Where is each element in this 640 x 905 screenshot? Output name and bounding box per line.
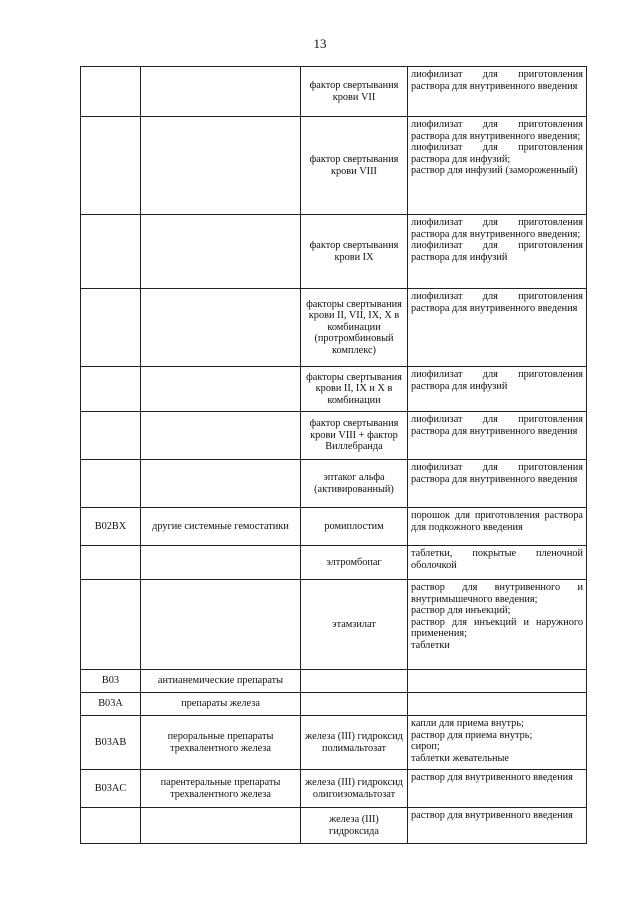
atc-code-cell xyxy=(81,289,141,367)
drug-table xyxy=(80,66,587,844)
table-row xyxy=(81,580,587,670)
atc-code-cell xyxy=(81,808,141,844)
dosage-form-item: раствор для инфузий (замороженный) xyxy=(411,165,578,177)
atc-code-cell xyxy=(81,367,141,412)
drug-name-cell xyxy=(301,670,408,693)
dosage-form-cell xyxy=(408,546,587,580)
dosage-form-item: таблетки xyxy=(411,639,450,651)
drug-name-cell: элтромбопаг xyxy=(301,546,408,580)
dosage-form-item: раствор для инъекций и наружного применения; xyxy=(411,616,583,640)
group-name-cell xyxy=(141,460,301,508)
dosage-form-item: лиофилизат для приготовления раствора для инфузий; xyxy=(411,142,583,165)
drug-name-cell: факторы свертывания крови II, VII, IX, X в комбинации (протромбиновый комплекс) xyxy=(301,289,408,367)
drug-name-cell: железа (III) гидроксид олигоизомальтозат xyxy=(301,770,408,808)
dosage-form-item: раствор для внутривенного введения xyxy=(411,772,573,783)
group-name-cell: препараты железа xyxy=(141,693,301,716)
dosage-form-cell xyxy=(408,716,587,770)
atc-code-cell: B03AB xyxy=(81,716,141,770)
dosage-form-item: лиофилизат для приготовления раствора для внутривенного введения xyxy=(411,291,583,314)
group-name-cell xyxy=(141,215,301,289)
dosage-form-item: порошок для приготовления раствора для подкожного введения xyxy=(411,510,583,533)
dosage-form-cell xyxy=(408,693,587,716)
group-name-cell: антианемические препараты xyxy=(141,670,301,693)
atc-code-cell: B03A xyxy=(81,693,141,716)
group-name-cell: пероральные препараты трехвалентного железа xyxy=(141,716,301,770)
group-name-cell xyxy=(141,546,301,580)
drug-name-cell: фактор свертывания крови VIII xyxy=(301,117,408,215)
group-name-cell xyxy=(141,367,301,412)
atc-code-cell xyxy=(81,546,141,580)
table-row xyxy=(81,67,587,117)
dosage-form-item: раствор для внутривенного введения xyxy=(411,810,573,821)
table-row xyxy=(81,460,587,508)
dosage-form-cell xyxy=(408,508,587,546)
dosage-form-item: лиофилизат для приготовления раствора для внутривенного введения; xyxy=(411,217,583,240)
dosage-form-item: лиофилизат для приготовления раствора для внутривенного введения xyxy=(411,462,583,485)
atc-code-cell: B03 xyxy=(81,670,141,693)
dosage-form-cell xyxy=(408,460,587,508)
table-row xyxy=(81,412,587,460)
group-name-cell xyxy=(141,580,301,670)
dosage-form-cell xyxy=(408,117,587,215)
dosage-form-item: лиофилизат для приготовления раствора для инфузий xyxy=(411,240,583,263)
table-row xyxy=(81,716,587,770)
drug-name-cell: эптаког альфа (активированный) xyxy=(301,460,408,508)
drug-name-cell: этамзилат xyxy=(301,580,408,670)
dosage-form-cell xyxy=(408,770,587,808)
atc-code-cell xyxy=(81,117,141,215)
group-name-cell: парентеральные препараты трехвалентного железа xyxy=(141,770,301,808)
dosage-form-item: таблетки, покрытые пленочной оболочкой xyxy=(411,548,583,571)
table-row xyxy=(81,770,587,808)
dosage-form-item: капли для приема внутрь; xyxy=(411,718,524,729)
dosage-form-item: лиофилизат для приготовления раствора для внутривенного введения; xyxy=(411,119,583,142)
dosage-form-cell xyxy=(408,808,587,844)
dosage-form-cell xyxy=(408,670,587,693)
drug-name-cell: фактор свертывания крови IX xyxy=(301,215,408,289)
dosage-form-cell xyxy=(408,289,587,367)
drug-name-cell: фактор свертывания крови VIII + фактор Виллебранда xyxy=(301,412,408,460)
table-row xyxy=(81,289,587,367)
atc-code-cell xyxy=(81,460,141,508)
dosage-form-item: таблетки жевательные xyxy=(411,752,509,764)
dosage-form-cell xyxy=(408,367,587,412)
group-name-cell: другие системные гемостатики xyxy=(141,508,301,546)
atc-code-cell xyxy=(81,412,141,460)
drug-name-cell: фактор свертывания крови VII xyxy=(301,67,408,117)
table-row xyxy=(81,215,587,289)
table-row xyxy=(81,546,587,580)
dosage-form-cell xyxy=(408,67,587,117)
table-row xyxy=(81,367,587,412)
group-name-cell xyxy=(141,808,301,844)
dosage-form-item: раствор для внутривенного и внутримышечного введения; xyxy=(411,582,583,605)
atc-code-cell xyxy=(81,580,141,670)
table-row xyxy=(81,117,587,215)
drug-name-cell: железа (III) гидроксид полимальтозат xyxy=(301,716,408,770)
dosage-form-item: сироп; xyxy=(411,741,440,753)
drug-name-cell: ромиплостим xyxy=(301,508,408,546)
dosage-form-item: лиофилизат для приготовления раствора для инфузий xyxy=(411,369,583,392)
table-row xyxy=(81,693,587,716)
group-name-cell xyxy=(141,289,301,367)
group-name-cell xyxy=(141,412,301,460)
dosage-form-cell xyxy=(408,580,587,670)
group-name-cell xyxy=(141,117,301,215)
dosage-form-item: раствор для приема внутрь; xyxy=(411,729,533,741)
drug-name-cell xyxy=(301,693,408,716)
dosage-form-item: раствор для инъекций; xyxy=(411,605,511,617)
dosage-form-cell xyxy=(408,412,587,460)
drug-name-cell: железа (III) гидроксида xyxy=(301,808,408,844)
table-row xyxy=(81,670,587,693)
page-number: 13 xyxy=(313,36,327,51)
table-row xyxy=(81,808,587,844)
atc-code-cell: B02BX xyxy=(81,508,141,546)
dosage-form-cell xyxy=(408,215,587,289)
drug-name-cell: факторы свертывания крови II, IX и X в комбинации xyxy=(301,367,408,412)
dosage-form-item: лиофилизат для приготовления раствора для внутривенного введения xyxy=(411,69,583,92)
group-name-cell xyxy=(141,67,301,117)
atc-code-cell xyxy=(81,215,141,289)
table-row xyxy=(81,508,587,546)
dosage-form-item: лиофилизат для приготовления раствора для внутривенного введения xyxy=(411,414,583,437)
atc-code-cell xyxy=(81,67,141,117)
atc-code-cell: B03AC xyxy=(81,770,141,808)
